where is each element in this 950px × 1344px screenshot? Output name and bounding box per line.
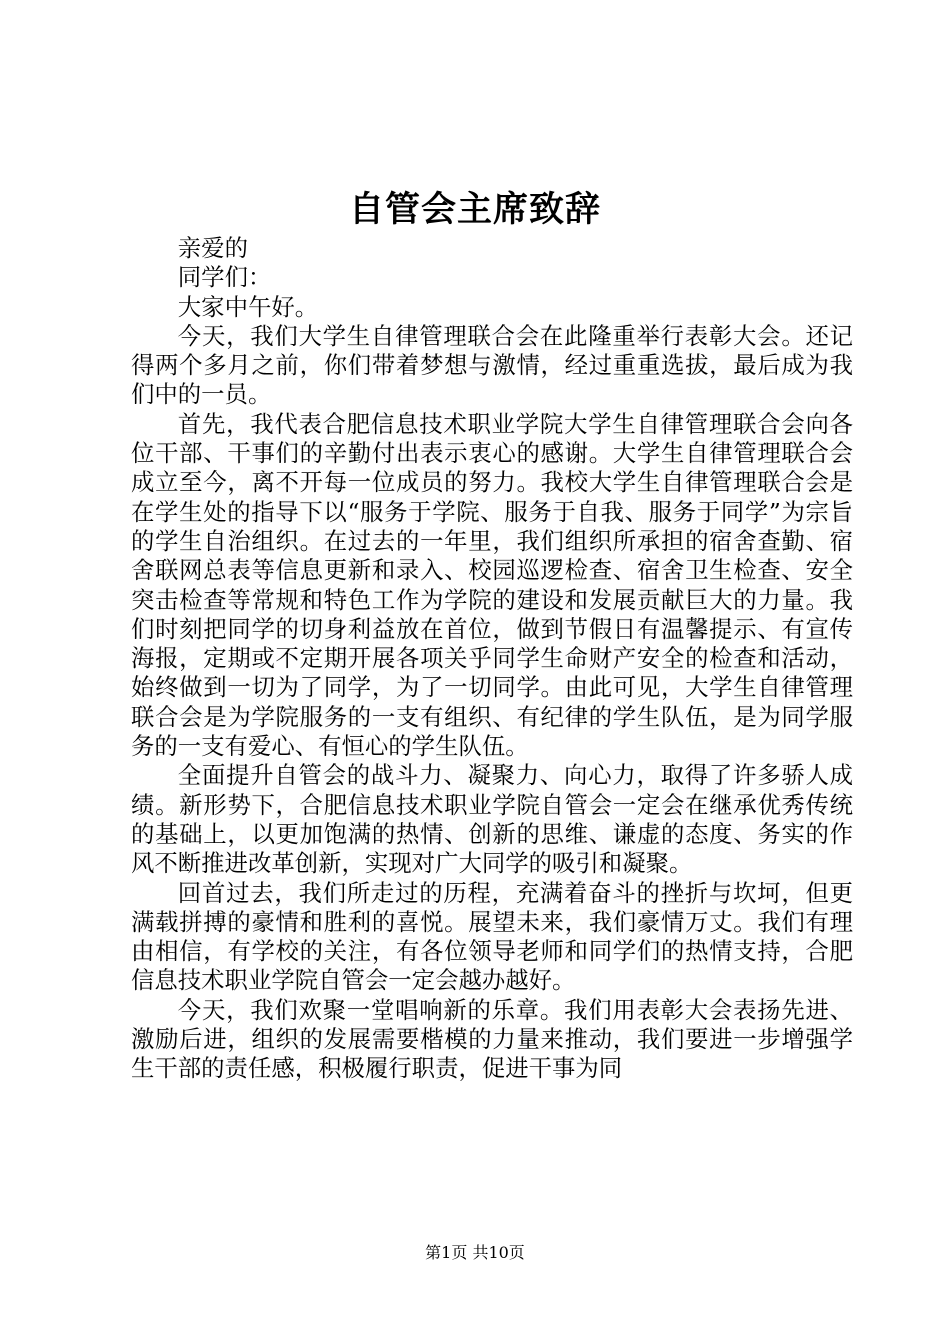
body-paragraph: 首先，我代表合肥信息技术职业学院大学生自律管理联合会向各位干部、干事们的辛勤付出表示衷心的感谢。大学生自律管理联合会成立至今，离不开每一位成员的努力。我校大学生自律管理联合会是在学生处的指导下以“服务于学院、服务于自我、服务于同学”为宗旨的学生自治组织。在过去的一年里，我们组织所承担的宿舍查勤、宿舍联网总表等信息更新和录入、校园巡逻检查、宿舍卫生检查、安全突击检查等常规和特色工作为学院的建设和发展贡献巨大的力量。我们时刻把同学的切身利益放在首位，做到节假日有温馨提示、有宣传海报，定期或不定期开展各项关乎同学生命财产安全的检查和活动，始终做到一切为了同学，为了一切同学。由此可见，大学生自律管理联合会是为学院服务的一支有组织、有纪律的学生队伍，是为同学服务的一支有爱心、有恒心的学生队伍。 [131,409,853,761]
salutation-line-1: 亲爱的 [177,234,248,262]
document-body [131,234,853,1084]
salutation-line-2: 同学们： [177,263,272,292]
body-paragraph: 今天，我们欢聚一堂唱响新的乐章。我们用表彰大会表扬先进、激励后进，组织的发展需要楷模的力量来推动，我们要进一步增强学生干部的责任感，积极履行职责，促进干事为同 [131,995,853,1083]
document-title: 自管会主席致辞 [348,189,601,230]
body-paragraph: 全面提升自管会的战斗力、凝聚力、向心力，取得了许多骄人成绩。新形势下，合肥信息技术职业学院自管会一定会在继承优秀传统的基础上，以更加饱满的热情、创新的思维、谦虚的态度、务实的作风不断推进改革创新，实现对广大同学的吸引和凝聚。 [131,761,853,878]
page-number-footer: 第1页 共10页 [425,1243,525,1262]
body-paragraph: 回首过去，我们所走过的历程，充满着奋斗的挫折与坎坷，但更满载拼搏的豪情和胜利的喜悦。展望未来，我们豪情万丈。我们有理由相信，有学校的关注，有各位领导老师和同学们的热情支持，合肥信息技术职业学院自管会一定会越办越好。 [131,878,853,995]
body-paragraph: 今天，我们大学生自律管理联合会在此隆重举行表彰大会。还记得两个多月之前，你们带着梦想与激情，经过重重选拔，最后成为我们中的一员。 [131,321,853,409]
greeting-paragraph: 大家中午好。 [177,292,319,321]
